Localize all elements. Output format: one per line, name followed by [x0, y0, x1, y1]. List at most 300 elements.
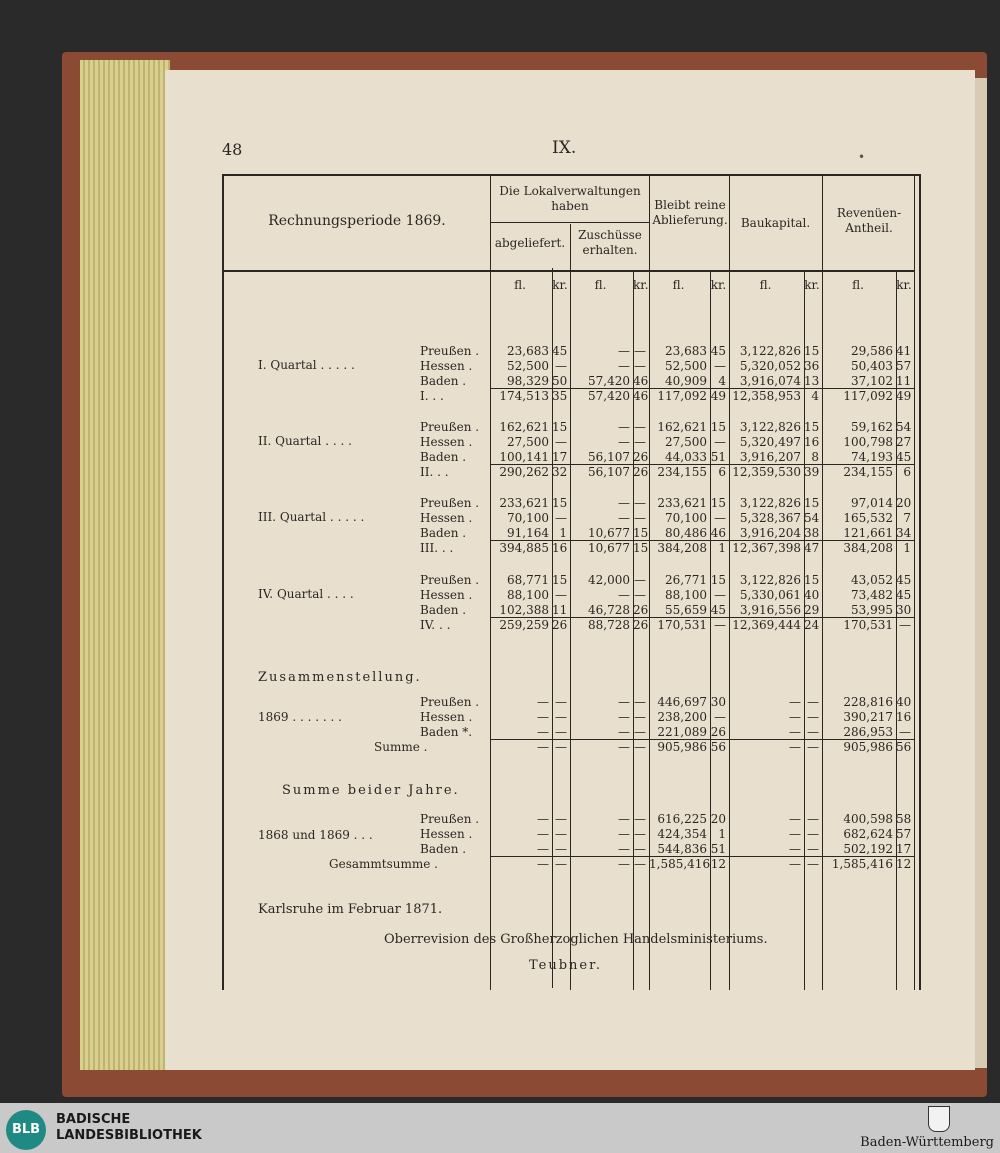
cell-bk: — — [634, 588, 646, 602]
cell-b: — — [618, 710, 630, 724]
cell-c: 26,771 — [665, 573, 707, 587]
cell-ak: 45 — [552, 344, 568, 358]
cell-ck: 15 — [710, 573, 726, 587]
cell-ck: 1 — [718, 827, 726, 841]
state-label: Baden . — [420, 450, 467, 464]
cell-e: 170,531 — [843, 618, 893, 632]
authority: Oberrevision des Großherzoglichen Handelsministeriums. — [384, 932, 768, 947]
cell-d: 12,367,398 — [732, 541, 801, 555]
cell-c: 40,909 — [665, 374, 707, 388]
cell-dk: 15 — [804, 420, 820, 434]
cell-a: 102,388 — [499, 603, 549, 617]
cell-c: 233,621 — [657, 496, 707, 510]
cell-e: 165,532 — [843, 511, 893, 525]
cell-ek: 16 — [896, 710, 912, 724]
cell-dk: 38 — [804, 526, 820, 540]
cell-c: 27,500 — [665, 435, 707, 449]
cell-bk: — — [634, 827, 646, 841]
cell-d: — — [789, 695, 801, 709]
cell-dk: — — [807, 725, 819, 739]
cell-ck: 15 — [710, 496, 726, 510]
cell-d: — — [789, 725, 801, 739]
cell-a: 394,885 — [499, 541, 549, 555]
cell-c: 55,659 — [665, 603, 707, 617]
cell-ek: 45 — [896, 588, 912, 602]
header-revenuen: Revenüen-Antheil. — [836, 206, 902, 235]
cell-a: 259,259 — [499, 618, 549, 632]
cell-c: 424,354 — [657, 827, 707, 841]
cell-bk: — — [634, 573, 646, 587]
cell-e: 400,598 — [843, 812, 893, 826]
cell-d: — — [789, 857, 801, 871]
cell-c: 162,621 — [657, 420, 707, 434]
cell-a: 233,621 — [499, 496, 549, 510]
cell-e: 121,661 — [843, 526, 893, 540]
cell-ek: 30 — [896, 603, 912, 617]
cell-e: 37,102 — [851, 374, 893, 388]
cell-c: 80,486 — [665, 526, 707, 540]
cell-ak: — — [555, 725, 567, 739]
signature: Teubner. — [529, 958, 603, 973]
state-label: Hessen . — [420, 511, 473, 525]
cell-ak: 32 — [552, 465, 568, 479]
cell-ak: — — [555, 857, 567, 871]
cell-e: 390,217 — [843, 710, 893, 724]
state-label: Baden . — [420, 526, 467, 540]
cell-d: 3,122,826 — [739, 496, 801, 510]
subtotal-rule — [490, 617, 915, 618]
cell-e: 100,798 — [843, 435, 893, 449]
cell-b: — — [618, 695, 630, 709]
cell-dk: 4 — [811, 389, 819, 403]
state-label: III. . . — [420, 541, 454, 555]
state-label: Preußen . — [420, 496, 480, 510]
cell-b: — — [618, 511, 630, 525]
cell-ak: 26 — [552, 618, 568, 632]
cell-ek: 58 — [896, 812, 912, 826]
cell-dk: 15 — [804, 496, 820, 510]
cell-a: — — [537, 710, 549, 724]
cell-ck: 20 — [710, 812, 726, 826]
cell-c: 117,092 — [657, 389, 707, 403]
cell-e: 286,953 — [843, 725, 893, 739]
cell-dk: 16 — [804, 435, 820, 449]
unit-label: kr. — [552, 278, 568, 292]
beide-heading: Summe beider Jahre. — [282, 783, 460, 798]
cell-e: 228,816 — [843, 695, 893, 709]
cell-ek: — — [899, 618, 911, 632]
cell-d: 5,328,367 — [739, 511, 801, 525]
cell-c: 905,986 — [657, 740, 707, 754]
cell-dk: 54 — [804, 511, 820, 525]
subtotal-rule — [490, 464, 915, 465]
cell-bk: — — [634, 740, 646, 754]
cell-dk: — — [807, 740, 819, 754]
cell-bk: 15 — [633, 526, 649, 540]
cell-bk: — — [634, 496, 646, 510]
unit-label: kr. — [804, 278, 820, 292]
state-label: Preußen . — [420, 695, 480, 709]
cell-dk: 39 — [804, 465, 820, 479]
cell-e: 50,403 — [851, 359, 893, 373]
cell-a: — — [537, 812, 549, 826]
state-label: Preußen . — [420, 573, 480, 587]
quarter-label: II. Quartal . . . . — [258, 434, 352, 448]
cell-e: 97,014 — [851, 496, 893, 510]
cell-ak: — — [555, 435, 567, 449]
chapter-heading: IX. — [552, 138, 577, 158]
cell-a: 174,513 — [499, 389, 549, 403]
cell-c: 384,208 — [657, 541, 707, 555]
cell-a: 70,100 — [507, 511, 549, 525]
cell-d: — — [789, 740, 801, 754]
quarter-label: III. Quartal . . . . . — [258, 510, 365, 524]
header-lokal: Die Lokalverwaltungen haben — [499, 184, 641, 213]
cell-a: — — [537, 725, 549, 739]
crest-icon — [928, 1106, 950, 1132]
cell-bk: — — [634, 725, 646, 739]
header-zuschuesse: Zuschüsse erhalten. — [578, 228, 642, 257]
cell-d: 5,330,061 — [739, 588, 801, 602]
cell-ck: 15 — [710, 420, 726, 434]
unit-label: fl. — [759, 278, 772, 292]
cell-ak: 17 — [552, 450, 568, 464]
state-label: I. . . — [420, 389, 444, 403]
cell-ak: — — [555, 588, 567, 602]
cell-ak: — — [555, 511, 567, 525]
unit-label: fl. — [852, 278, 864, 292]
col-rule — [914, 176, 915, 990]
place-date: Karlsruhe im Februar 1871. — [258, 902, 443, 917]
zusammen-heading: Zusammenstellung. — [258, 670, 422, 685]
cell-d: 12,359,530 — [732, 465, 801, 479]
cell-ak: 11 — [552, 603, 568, 617]
cell-ek: 7 — [903, 511, 911, 525]
cell-b: 57,420 — [588, 389, 630, 403]
cell-e: 234,155 — [843, 465, 893, 479]
cell-a: 290,262 — [499, 465, 549, 479]
cell-ek: 56 — [896, 740, 912, 754]
cell-bk: 46 — [633, 389, 649, 403]
cell-bk: — — [634, 359, 646, 373]
cell-b: — — [618, 344, 630, 358]
cell-d: — — [789, 842, 801, 856]
cell-c: 23,683 — [665, 344, 707, 358]
cell-dk: 13 — [804, 374, 820, 388]
cell-c: 170,531 — [657, 618, 707, 632]
header-baukapital: Baukapital. — [740, 216, 811, 230]
cell-ek: 27 — [896, 435, 912, 449]
cell-a: 98,329 — [507, 374, 549, 388]
cell-e: 53,995 — [851, 603, 893, 617]
cell-bk: 26 — [633, 618, 649, 632]
cell-ek: 49 — [896, 389, 912, 403]
cell-ak: 15 — [552, 573, 568, 587]
cell-ek: 57 — [896, 827, 912, 841]
cell-d: 3,122,826 — [739, 344, 801, 358]
quarter-label: IV. Quartal . . . . — [258, 587, 354, 601]
cell-dk: 47 — [804, 541, 820, 555]
cell-dk: — — [807, 812, 819, 826]
cell-c: 446,697 — [657, 695, 707, 709]
cell-d: 3,916,556 — [739, 603, 801, 617]
cell-e: 682,624 — [843, 827, 893, 841]
cell-ck: 6 — [718, 465, 726, 479]
cell-a: 91,164 — [507, 526, 549, 540]
cell-dk: 15 — [804, 573, 820, 587]
cell-bk: — — [634, 857, 646, 871]
cell-ck: 46 — [710, 526, 726, 540]
beide-label: 1868 und 1869 . . . — [258, 828, 373, 842]
cell-bk: — — [634, 344, 646, 358]
cell-b: — — [618, 435, 630, 449]
cell-b: — — [618, 812, 630, 826]
cell-b: 10,677 — [588, 541, 630, 555]
cell-a: — — [537, 857, 549, 871]
cell-ek: 17 — [896, 842, 912, 856]
cell-d: 3,122,826 — [739, 420, 801, 434]
state-label: Hessen . — [420, 710, 473, 724]
state-label: Preußen . — [420, 420, 480, 434]
cell-d: 12,369,444 — [732, 618, 801, 632]
unit-label: fl. — [594, 278, 607, 292]
cell-d: 3,122,826 — [739, 573, 801, 587]
cell-e: 29,586 — [851, 344, 893, 358]
cell-ak: 16 — [552, 541, 568, 555]
cell-ck: 26 — [710, 725, 726, 739]
cell-d: 5,320,497 — [739, 435, 801, 449]
cell-ck: 30 — [710, 695, 726, 709]
cell-bk: — — [634, 710, 646, 724]
unit-label: fl. — [514, 278, 526, 292]
state-label: Preußen . — [420, 344, 480, 358]
cell-e: 117,092 — [843, 389, 893, 403]
cell-b: — — [618, 420, 630, 434]
ink-spot: • — [858, 150, 866, 164]
state-label: Hessen . — [420, 827, 473, 841]
library-banner — [0, 1103, 1000, 1153]
cell-dk: 24 — [804, 618, 820, 632]
cell-ck: 51 — [710, 450, 726, 464]
cell-ek: 12 — [896, 857, 912, 871]
zusammen-label: 1869 . . . . . . . — [258, 710, 342, 724]
cell-e: 905,986 — [843, 740, 893, 754]
cell-e: 43,052 — [851, 573, 893, 587]
sum-rule — [490, 856, 915, 857]
cell-ek: 54 — [896, 420, 912, 434]
cell-dk: 15 — [804, 344, 820, 358]
cell-ak: — — [555, 812, 567, 826]
subtotal-rule — [490, 388, 915, 389]
subtotal-rule — [490, 540, 915, 541]
cell-c: 616,225 — [657, 812, 707, 826]
accounts-table — [222, 174, 921, 990]
cell-ak: 15 — [552, 496, 568, 510]
cell-ak: 1 — [559, 526, 567, 540]
cell-c: 44,033 — [665, 450, 707, 464]
cell-c: 1,585,416 — [649, 857, 711, 871]
state-label: Summe . — [374, 740, 428, 754]
cell-ck: 1 — [718, 541, 726, 555]
header-period: Rechnungsperiode 1869. — [268, 213, 446, 229]
header-rule — [490, 222, 649, 223]
cell-a: 68,771 — [507, 573, 549, 587]
state-label: Hessen . — [420, 435, 473, 449]
cell-dk: — — [807, 857, 819, 871]
library-name — [56, 1112, 202, 1144]
cell-d: 3,916,204 — [739, 526, 801, 540]
cell-ek: 40 — [896, 695, 912, 709]
cell-ck: — — [714, 359, 726, 373]
cell-bk: — — [634, 812, 646, 826]
library-name-line1: BADISCHE — [56, 1112, 131, 1127]
cell-a: 162,621 — [499, 420, 549, 434]
cell-dk: 40 — [804, 588, 820, 602]
cell-ck: — — [714, 710, 726, 724]
cell-d: 3,916,207 — [739, 450, 801, 464]
page-number: 48 — [222, 140, 243, 159]
cell-ak: 15 — [552, 420, 568, 434]
cell-ck: — — [714, 588, 726, 602]
cell-ck: 4 — [718, 374, 726, 388]
cell-c: 238,200 — [657, 710, 707, 724]
cell-a: 27,500 — [507, 435, 549, 449]
unit-label: fl. — [672, 278, 685, 292]
cell-c: 544,836 — [657, 842, 707, 856]
cell-bk: 15 — [633, 541, 649, 555]
header-bleibt: Bleibt reine Ablieferung. — [652, 198, 728, 227]
cell-bk: 26 — [633, 450, 649, 464]
cell-ck: 12 — [710, 857, 726, 871]
cell-ak: — — [555, 842, 567, 856]
cell-d: — — [789, 812, 801, 826]
state-label: Hessen . — [420, 588, 473, 602]
cell-a: 52,500 — [507, 359, 549, 373]
cell-b: — — [618, 842, 630, 856]
unit-label: kr. — [710, 278, 727, 292]
cell-ek: — — [899, 725, 911, 739]
cell-ck: 56 — [710, 740, 726, 754]
state-label: Gesammtsumme . — [329, 857, 438, 871]
cell-bk: 26 — [633, 465, 649, 479]
cell-d: 5,320,052 — [739, 359, 801, 373]
cell-ek: 45 — [896, 573, 912, 587]
cell-a: — — [537, 827, 549, 841]
cell-ak: — — [555, 740, 567, 754]
state-label: Baden *. — [420, 725, 473, 739]
cell-b: 57,420 — [588, 374, 630, 388]
cell-bk: — — [634, 511, 646, 525]
blb-logo: BLB — [6, 1110, 46, 1150]
state-label: Baden . — [420, 842, 467, 856]
cell-d: — — [789, 710, 801, 724]
cell-d: — — [789, 827, 801, 841]
state-label: Baden . — [420, 603, 467, 617]
state-label: Hessen . — [420, 359, 473, 373]
cell-b: — — [618, 359, 630, 373]
cell-b: — — [618, 588, 630, 602]
cell-ak: — — [555, 827, 567, 841]
cell-bk: — — [634, 435, 646, 449]
header-abgeliefert: abgeliefert. — [494, 236, 566, 250]
cell-bk: — — [634, 420, 646, 434]
cell-e: 73,482 — [851, 588, 893, 602]
cell-b: 42,000 — [588, 573, 630, 587]
cell-b: 56,107 — [588, 450, 630, 464]
state-label: Preußen . — [420, 812, 480, 826]
cell-b: 10,677 — [588, 526, 630, 540]
cell-ek: 41 — [896, 344, 912, 358]
library-name-line2: LANDESBIBLIOTHEK — [56, 1128, 202, 1143]
cell-ek: 34 — [896, 526, 912, 540]
quarter-label: I. Quartal . . . . . — [258, 358, 355, 372]
cell-ek: 20 — [896, 496, 912, 510]
cell-b: 56,107 — [588, 465, 630, 479]
cell-a: — — [537, 695, 549, 709]
cell-c: 52,500 — [665, 359, 707, 373]
cell-ek: 1 — [903, 541, 911, 555]
cell-b: — — [618, 827, 630, 841]
cell-dk: — — [807, 827, 819, 841]
cell-c: 88,100 — [665, 588, 707, 602]
cell-bk: 46 — [633, 374, 649, 388]
cell-ck: — — [714, 618, 726, 632]
cell-b: — — [618, 857, 630, 871]
cell-a: — — [537, 842, 549, 856]
cell-ak: — — [555, 695, 567, 709]
unit-label: kr. — [896, 278, 912, 292]
cell-dk: 8 — [811, 450, 819, 464]
cell-dk: 36 — [804, 359, 820, 373]
cell-e: 502,192 — [843, 842, 893, 856]
cell-a: — — [537, 740, 549, 754]
sum-rule — [490, 739, 915, 740]
cell-ek: 45 — [896, 450, 912, 464]
cell-b: 88,728 — [588, 618, 630, 632]
cell-d: 3,916,074 — [739, 374, 801, 388]
cell-ck: — — [714, 435, 726, 449]
state-label: IV. . . — [420, 618, 451, 632]
cell-b: — — [618, 496, 630, 510]
cell-ak: 35 — [552, 389, 568, 403]
cell-dk: — — [807, 695, 819, 709]
cell-ek: 11 — [896, 374, 912, 388]
cell-a: 100,141 — [499, 450, 549, 464]
cell-dk: 29 — [804, 603, 820, 617]
header-rule — [224, 270, 915, 272]
cell-ak: — — [555, 710, 567, 724]
cell-e: 1,585,416 — [831, 857, 893, 871]
state-label: II. . . — [420, 465, 449, 479]
page-stack-edge — [80, 60, 170, 1070]
cell-ck: 45 — [710, 344, 726, 358]
cell-b: 46,728 — [588, 603, 630, 617]
cell-ck: 45 — [710, 603, 726, 617]
cell-b: — — [618, 740, 630, 754]
cell-ek: 6 — [903, 465, 911, 479]
cell-bk: — — [634, 695, 646, 709]
cell-ek: 57 — [896, 359, 912, 373]
cell-e: 384,208 — [843, 541, 893, 555]
cell-c: 70,100 — [665, 511, 707, 525]
cell-b: — — [618, 725, 630, 739]
cell-a: 23,683 — [507, 344, 549, 358]
cell-dk: — — [807, 710, 819, 724]
cell-c: 221,089 — [657, 725, 707, 739]
cell-ck: 49 — [710, 389, 726, 403]
cell-ck: 51 — [710, 842, 726, 856]
cell-bk: 26 — [633, 603, 649, 617]
